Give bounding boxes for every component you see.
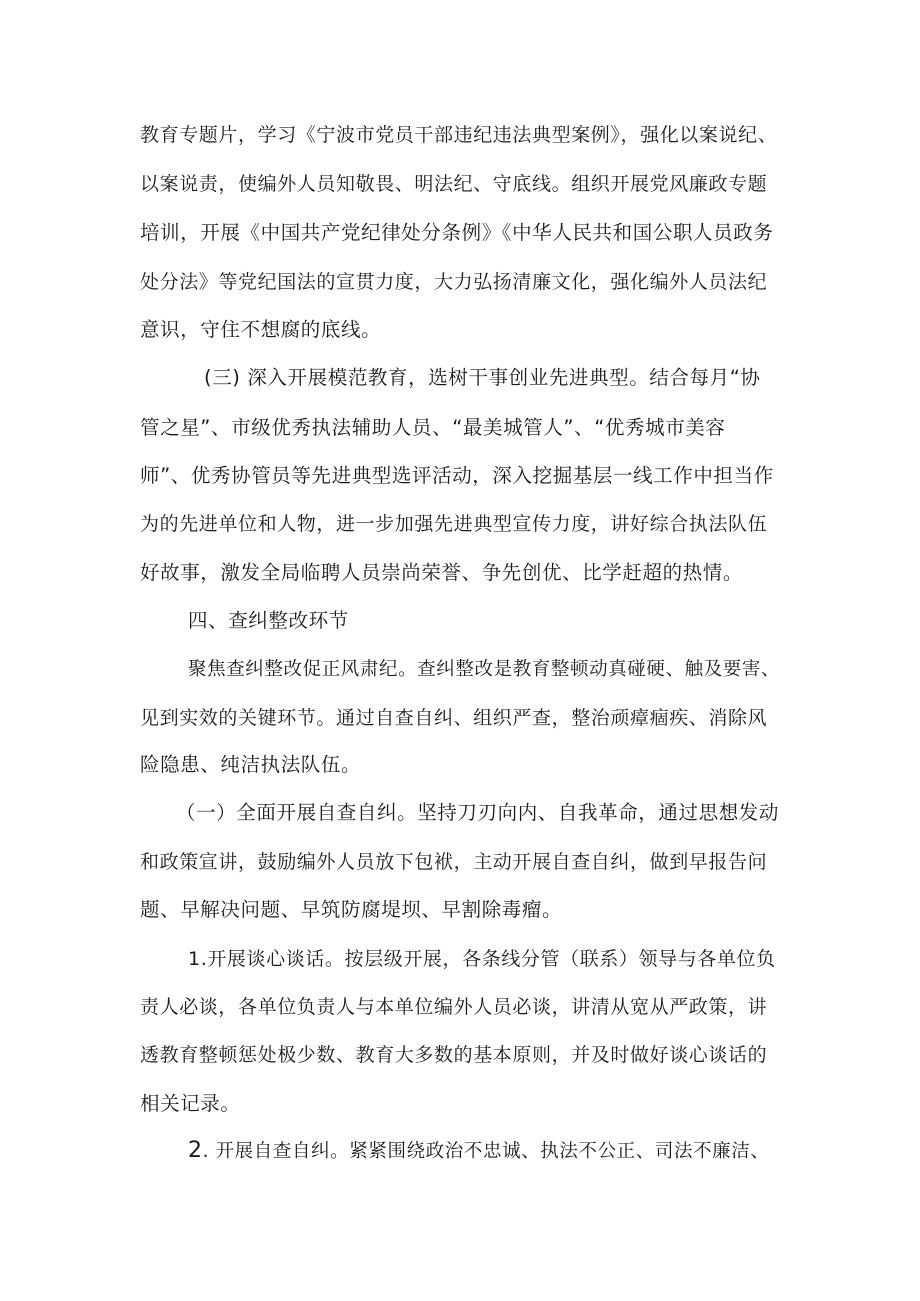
text-line: 聚焦查纠整改促正风肃纪。查纠整改是教育整顿动真碰硬、触及要害、: [188, 659, 781, 680]
item-2-text: . 开展自查自纠。紧紧围绕政治不忠诚、执法不公正、司法不廉洁、: [202, 1141, 770, 1162]
section-heading-4: 四、查纠整改环节: [188, 609, 349, 632]
text-line: 为的先进单位和人物，进一步加强先进典型宣传力度，讲好综合执法队伍: [140, 513, 768, 535]
text-line: 责人必谈，各单位负责人与本单位编外人员必谈，讲清从宽从严政策，讲: [140, 996, 768, 1018]
text-line: 相关记录。: [140, 1092, 241, 1115]
text-line: 意识，守住不想腐的底线。: [140, 318, 382, 341]
subsection-heading-1: （一）全面开展自查自纠。坚持刀刃向内、自我革命，通过思想发动: [176, 801, 780, 824]
text-line: 题、早解决问题、早筑防腐堤坝、早割除毒瘤。: [140, 898, 563, 921]
text-line: 险隐患、纯洁执法队伍。: [140, 753, 362, 776]
text-line: 处分法》等党纪国法的宣贯力度，大力弘扬清廉文化，强化编外人员法纪: [140, 271, 768, 293]
text-line: 管之星”、市级优秀执法辅助人员、“最美城管人”、“优秀城市美容: [140, 416, 726, 439]
item-2-line: [188, 1139, 769, 1164]
text-line: 和政策宣讲，鼓励编外人员放下包袱，主动开展自查自纠，做到早报告问: [140, 851, 768, 873]
item-2-number: 2: [188, 1138, 203, 1163]
text-line: 以案说责，使编外人员知敬畏、明法纪、守底线。组织开展党风廉政专题: [140, 173, 768, 195]
item-1-line: 1.开展谈心谈话。按层级开展，各条线分管（联系）领导与各单位负: [188, 948, 776, 970]
section-heading-3: (三) 深入开展模范教育，选树干事创业先进典型。结合每月“协: [204, 366, 761, 389]
text-line: 好故事，激发全局临聘人员崇尚荣誉、争先创优、比学赶超的热情。: [140, 561, 744, 584]
text-line: 培训，开展《中国共产党纪律处分条例》《中华人民共和国公职人员政务: [140, 221, 774, 244]
text-line: 透教育整顿惩处极少数、教育大多数的基本原则，并及时做好谈心谈话的: [140, 1044, 768, 1066]
text-line: 见到实效的关键环节。通过自查自纠、组织严查，整治顽瘴痼疾、消除风: [140, 707, 768, 729]
text-line: 师”、优秀协管员等先进典型选评活动，深入挖掘基层一线工作中担当作: [140, 464, 774, 487]
text-line: 教育专题片，学习《宁波市党员干部违纪违法典型案例》，强化以案说纪、: [140, 124, 778, 146]
